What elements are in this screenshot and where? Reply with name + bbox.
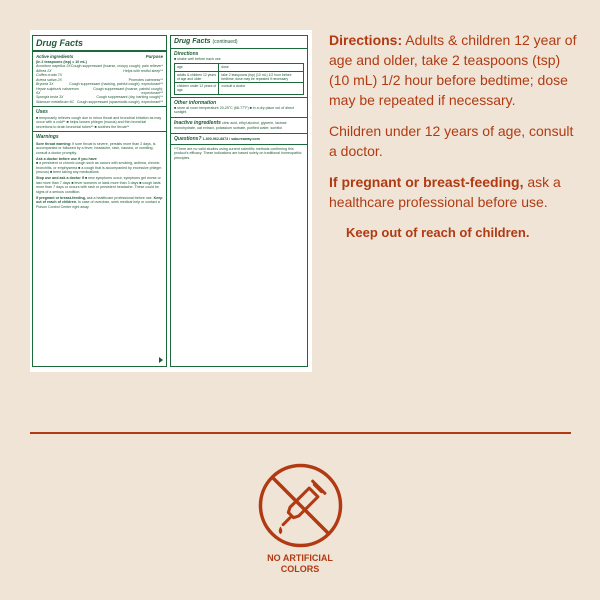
active-ingredients-section [33, 52, 166, 107]
ingredient-name: Stannum metallicum 6C [36, 99, 75, 104]
shake-instruction: ■ shake well before each use [174, 57, 221, 61]
ingredient-purpose: Cough suppressant (hoarse, croupy cough); pain reliever* [70, 64, 163, 69]
questions-section [171, 134, 307, 145]
pregnant-warning: If pregnant or breast-feeding, ask a healthcare professional before use. Keep out of reach of children. In case of overdose, seek medical help or contact a Poison Control Center right away. [36, 195, 163, 209]
uses-title: Uses [36, 109, 48, 116]
directions-label: Directions: [329, 32, 403, 48]
pregnant-paragraph [329, 172, 579, 212]
questions-contact: 1-800-962-8873 / sabureaway.com [202, 136, 260, 141]
footnote-section [171, 145, 307, 162]
directions-section [171, 49, 307, 98]
pregnant-label: If pregnant or breast-feeding, [329, 174, 524, 190]
ingredient-name: Hepar sulphuris calcareum 6X [36, 86, 79, 95]
other-information-section [171, 98, 307, 118]
ingredient-name: Coffea cruda 7X [36, 73, 62, 78]
ingredient-name: Bryonia 3X [36, 82, 54, 87]
sore-throat-warning: Sore throat warning: If sore throat is severe, persists more than 2 days, is accompanied or followed by a fever, headache, rash, nausea, or vomiting, consult a doctor promptly. [36, 141, 156, 155]
warnings-title: Warnings [36, 134, 59, 141]
ingredient-purpose: Helps with restful sleep** [123, 68, 163, 73]
ingredient-row [36, 100, 163, 104]
questions-label: Questions? [174, 135, 202, 142]
no-dropper-icon [257, 462, 344, 549]
dose-note: (in 2 teaspoons (tsp) = 10 mL) [36, 59, 87, 64]
pregnant-text: ask a healthcare professional before use. [329, 174, 561, 210]
continued-arrow-icon [159, 357, 163, 363]
ingredient-purpose: Cough suppressant (hoarse, painful cough); expectorant** [93, 86, 163, 95]
ingredient-purpose: Cough suppressant (dry, barking cough)** [96, 95, 163, 100]
drug-facts-label [30, 30, 312, 372]
inactive-ingredients-text: citric acid, ethyl alcohol, glycerin, lactose monohydrate, oat extract, potassium sorbate, purified water, sorbitol [174, 120, 287, 131]
directions-title: Directions [174, 50, 199, 57]
warnings-section [33, 132, 166, 211]
ingredient-purpose: Cough suppressant (hacking, painful cough); expectorant** [69, 82, 163, 87]
ingredient-list [36, 64, 163, 104]
no-artificial-colors-label: NO ARTIFICIAL COLORS [267, 553, 333, 574]
other-information-text: ■ store at room temperature 20-25˚C (68-77˚F) ■ in a dry place out of direct sunlight [174, 105, 294, 115]
directions-text: Adults & children 12 year of age and older, take 2 teaspoons (tsp) (10 mL) 1/2 hour before bedtime; dose may be repeated if necessary. [329, 32, 577, 108]
ingredient-row [36, 87, 163, 96]
efficacy-footnote: **There are no valid studies using current scientific methods confirming this product's efficacy. These indications are based solely on traditional homeopathic principles. [174, 146, 302, 160]
uses-section [33, 107, 166, 132]
stop-use-warning: Stop use and ask a doctor if ■ new symptoms occur, symptoms get worse or last more than 7 days ■ fever worsens or lasts more than 3 days ■ cough lasts more than 7 days or occurs with rash or persistent headache. These could be signs of a serious condition. [36, 176, 161, 194]
drug-facts-panel-right [170, 35, 308, 367]
ingredient-name: Spongia tosta 3X [36, 95, 64, 100]
ingredient-purpose: Cough suppressant (spasmodic cough); expectorant** [76, 99, 163, 104]
table-row: children under 12 years of age consult a doctor [175, 83, 304, 95]
table-head-dose: dose [219, 64, 304, 71]
directions-text-block [329, 30, 579, 254]
active-ingredients-header: Active ingredients [36, 54, 74, 60]
keep-out-of-reach: Keep out of reach of children. [346, 225, 530, 240]
table-row: adults & children 12 years of age and older take 2 teaspoons (tsp) (10 mL) 1/2 hour before bedtime; dose may be repeated if necessary [175, 71, 304, 83]
children-paragraph: Children under 12 years of age, consult a doctor. [329, 123, 574, 159]
drug-facts-title: Drug Facts [33, 36, 166, 52]
directions-table [174, 63, 304, 94]
purpose-header: Purpose [145, 54, 163, 60]
ingredient-name: Althea 2X [36, 68, 52, 73]
inactive-ingredients-title: Inactive ingredients [174, 119, 221, 126]
ingredient-purpose: Promotes calmness** [128, 77, 163, 82]
directions-paragraph [329, 30, 579, 110]
inactive-ingredients-section [171, 118, 307, 134]
section-divider [30, 432, 571, 434]
drug-facts-continued-title: Drug Facts (continued) [171, 36, 307, 49]
ingredient-name: Aconitum napellus 3X [36, 64, 71, 69]
other-information-title: Other information [174, 99, 217, 106]
ask-doctor-warning: Ask a doctor before use if you have ■ a persistent or chronic cough such as occurs with smoking, asthma, chronic bronchitis, or emphysema ■ a cough that is accompanied by excessive phlegm (mucus) ■ been taking any medications [36, 156, 162, 175]
ingredient-name: Avena sativa 2X [36, 77, 62, 82]
uses-text: ■ temporarily relieves cough due to minor throat and bronchial irritation as may occur with a cold** ■ helps loosen phlegm (mucus) and thin bronchial secretions to drain bronchial tubes** ■ soothes the throat** [36, 115, 162, 129]
table-head-age: age [175, 64, 219, 71]
drug-facts-panel-left [32, 35, 167, 367]
